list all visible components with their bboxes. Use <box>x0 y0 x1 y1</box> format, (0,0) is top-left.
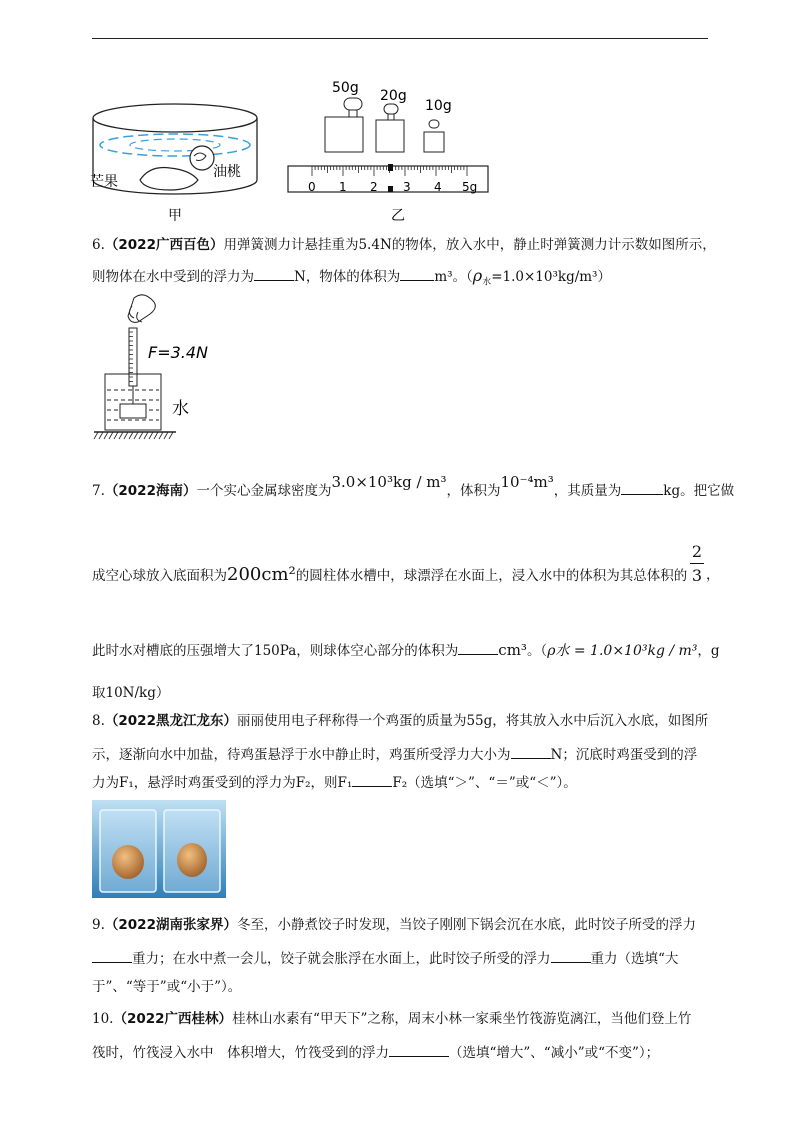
q6-blank-1[interactable] <box>254 266 294 281</box>
weight-50g-label: 50g <box>332 80 359 96</box>
ruler-tick-5: 5g <box>462 180 478 194</box>
q6-text2b: N，物体的体积为 <box>294 269 401 285</box>
q9-text1: 冬至，小静煮饺子时发现，当饺子刚刚下锅会沉在水底，此时饺子所受的浮力 <box>236 917 696 933</box>
q6-rho-sub: 水 <box>482 277 492 288</box>
water-label: 水 <box>172 399 189 419</box>
q10-line1 <box>92 1010 691 1028</box>
q8-text3b: F₂（选填“＞”、“＝”或“＜”）。 <box>392 775 577 791</box>
q9-line1 <box>92 916 696 934</box>
q7-text2b: 的圆柱体水槽中，球漂浮在水面上，浸入水中的体积为其总体积的 <box>295 568 688 584</box>
q10-text2b: （选填“增大”、“减小”或“不变”）； <box>449 1045 660 1061</box>
q7-density: 3.0×10³kg / m³ <box>331 473 447 491</box>
q7-text1c: ，其质量为 <box>553 483 622 499</box>
q7-text3d: ，g <box>697 643 720 659</box>
q7-volume: 10⁻⁴m³ <box>500 473 554 491</box>
q8-blank-1[interactable] <box>511 744 551 759</box>
weights-illustration <box>325 80 452 152</box>
q7-text1a: 一个实心金属球密度为 <box>196 483 332 499</box>
q7-line1 <box>92 473 735 500</box>
ruler-tick-4: 4 <box>434 180 442 194</box>
q9-line3: 于”、“等于”或“小于”）。 <box>92 979 242 995</box>
q6-text2a: 则物体在水中受到的浮力为 <box>92 269 254 285</box>
ruler-tick-0: 0 <box>308 180 316 194</box>
q7-unit: cm³ <box>498 641 527 659</box>
q8-source: （2022黑龙江龙东） <box>104 713 237 729</box>
q8-text3a: 力为F₁，悬浮时鸡蛋受到的浮力为F₂，则F₁ <box>92 775 353 791</box>
q6-text2c: m³。（ <box>434 269 473 285</box>
q7-blank-2[interactable] <box>458 640 498 655</box>
q9-text2a: 重力；在水中煮一会儿，饺子就会胀浮在水面上，此时饺子所受的浮力 <box>132 951 551 967</box>
ruler-tick-3: 3 <box>403 180 411 194</box>
q7-text3a: 此时水对槽底的压强增大了150Pa，则球体空心部分的体积为 <box>92 643 459 659</box>
q8-line2 <box>92 744 697 764</box>
q8-text1: 丽丽使用电子秤称得一个鸡蛋的质量为55g，将其放入水中后沉入水底，如图所 <box>236 713 709 729</box>
q10-text1: 桂林山水素有“甲天下”之称，周末小林一家乘坐竹筏游览漓江，当他们登上竹 <box>232 1011 692 1027</box>
q7-line4: 取10N/kg） <box>92 685 170 701</box>
q6-rho: ρ <box>472 266 483 285</box>
figure-label-a: 甲 <box>168 208 182 224</box>
spring-balance-figure <box>92 292 262 442</box>
q7-number: 7. <box>92 483 105 499</box>
mango-label: 芒果 <box>90 174 118 190</box>
ruler-tick-2: 2 <box>370 180 378 194</box>
q9-text2b: 重力（选填“大 <box>590 951 679 967</box>
q6-line2 <box>92 266 611 292</box>
weight-10g-label: 10g <box>425 98 452 114</box>
q8-text2b: N；沉底时鸡蛋受到的浮 <box>550 747 698 763</box>
q8-number: 8. <box>92 713 105 729</box>
q9-line2 <box>92 948 678 968</box>
q8-text2a: 示，逐渐向水中加盐，待鸡蛋悬浮于水中静止时，鸡蛋所受浮力大小为 <box>92 747 511 763</box>
q7-line2 <box>92 566 687 585</box>
q7-rho-expr: ρ水 = 1.0×10³kg / m³ <box>547 643 698 659</box>
q6-text2d: =1.0×10³kg/m³） <box>491 269 611 285</box>
q7-blank-1[interactable] <box>621 480 663 495</box>
q7-text2a: 成空心球放入底面积为 <box>92 568 227 584</box>
q6-number: 6. <box>92 237 105 253</box>
q9-number: 9. <box>92 917 105 933</box>
q8-blank-2[interactable] <box>352 772 392 787</box>
q7-text2c: ， <box>706 567 720 583</box>
q8-line1 <box>92 712 708 730</box>
q7-text1b: ，体积为 <box>446 483 501 499</box>
q10-source: （2022广西桂林） <box>113 1011 233 1027</box>
q9-blank-2[interactable] <box>551 948 591 963</box>
basin-illustration <box>90 104 257 224</box>
q9-source: （2022湖南张家界） <box>104 917 237 933</box>
q9-blank-1[interactable] <box>92 948 132 963</box>
q6-source: （2022广西百色） <box>104 237 224 253</box>
q6-line1 <box>92 236 716 254</box>
q7-frac-den: 3 <box>691 566 703 585</box>
ruler-scale <box>288 164 488 224</box>
walnut-label: 油桃 <box>213 164 241 180</box>
q6-blank-2[interactable] <box>400 266 434 281</box>
q7-text1d: kg。把它做 <box>663 483 735 499</box>
q7-fraction <box>690 542 704 585</box>
weight-20g-label: 20g <box>380 88 407 104</box>
q10-number: 10. <box>92 1011 114 1027</box>
q10-line2 <box>92 1042 659 1062</box>
q10-blank-1[interactable] <box>389 1042 449 1057</box>
q7-frac-num: 2 <box>691 542 703 561</box>
q7-source: （2022海南） <box>104 483 197 499</box>
q8-line3 <box>92 772 577 792</box>
q7-area: 200cm² <box>227 564 296 585</box>
header-rule <box>92 38 708 39</box>
q7-text3c: 。（ <box>526 643 548 659</box>
ruler-tick-1: 1 <box>339 180 347 194</box>
q7-line3 <box>92 640 720 660</box>
figure-float-and-weights <box>80 70 500 230</box>
spring-force-label: F=3.4N <box>148 343 209 362</box>
figure-label-b: 乙 <box>391 208 405 224</box>
eggs-in-beakers-photo <box>92 800 226 898</box>
q10-text2a: 筏时，竹筏浸入水中 体积增大，竹筏受到的浮力 <box>92 1045 389 1061</box>
q6-text1: 用弹簧测力计悬挂重为5.4N的物体，放入水中，静止时弹簧测力计示数如图所示， <box>223 237 716 253</box>
